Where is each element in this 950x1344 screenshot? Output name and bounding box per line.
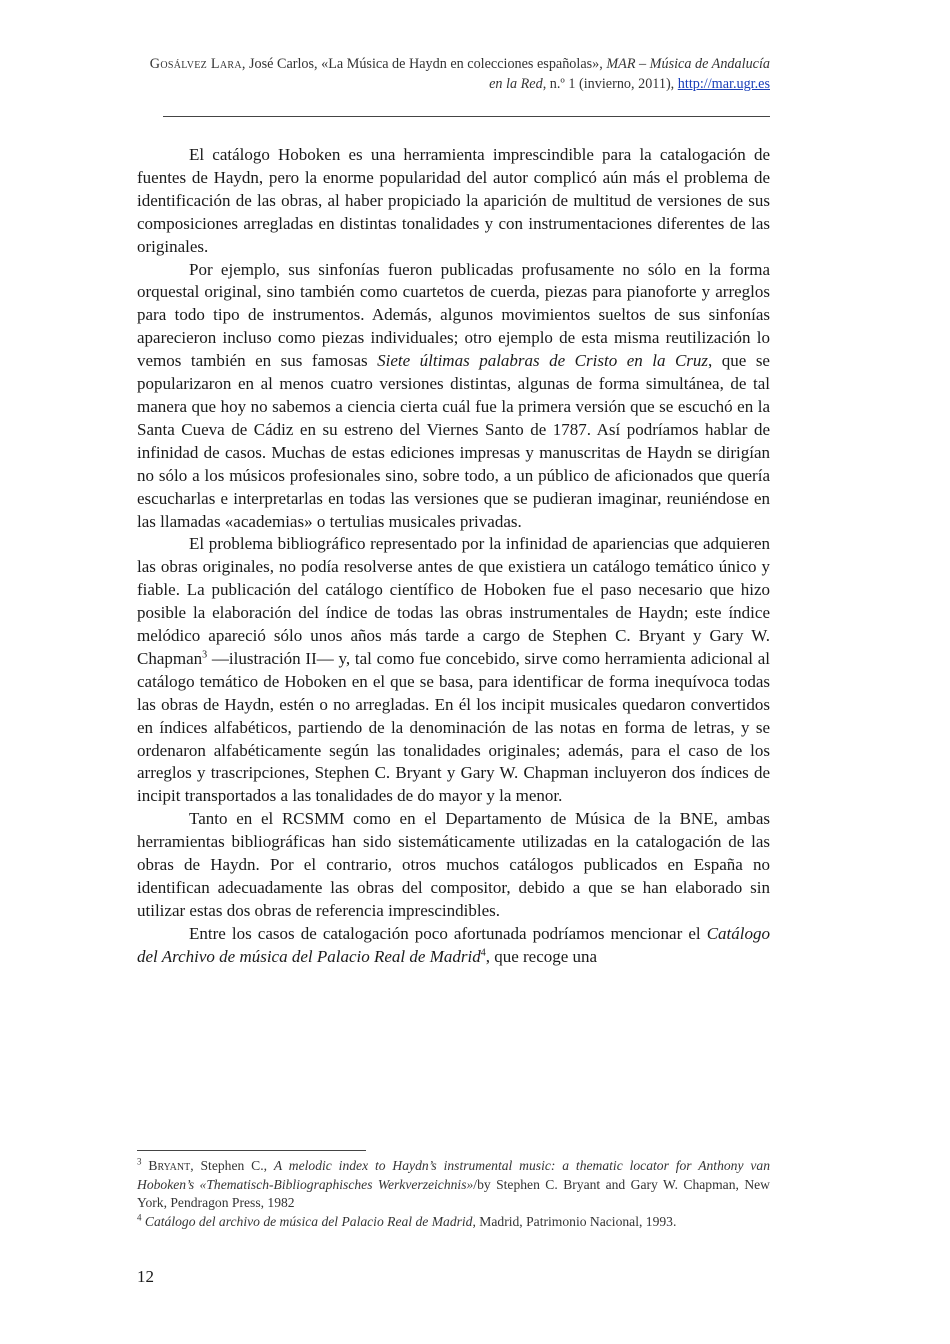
header-author-surname: Gosálvez Lara [149,56,242,72]
paragraph-2-text-a: Por ejemplo, sus sinfonías fueron publicadas profusamente no sólo en la forma orquestal original, sino también como cuartetos de cuerda, piezas para pianoforte y arreglos para todo tipo de instrumentos. Además, algunos movimientos sueltos de sus sinfonías aparecieron incluso como piezas individuales; otro ejemplo de esta misma reutilización lo vemos también en sus famosas [137,259,770,371]
footnote-4-rest: , Madrid, Patrimonio Nacional, 1993. [472,1213,677,1229]
paragraph-2 [137,259,770,534]
header-divider [163,116,770,117]
footnote-4-title: Catálogo del archivo de música del Palacio Real de Madrid [144,1213,473,1229]
paragraph-3-text-b: —ilustración II— y, tal como fue concebido, sirve como herramienta adicional al catálogo temático de Hoboken en el que se basa, para identificar de forma inequívoca todas las obras de Haydn, estén o no arregladas. En él los incipit musicales quedaron convertidos en índices alfabéticos, partiendo de la denominación de las notas en forma de letras, y se ordenaron alfabéticamente según las tonalidades originales; además, para el caso de los arreglos y trascripciones, Stephen C. Bryant y Gary W. Chapman incluyeron dos índices de incipit transportados a las tonalidades de do mayor y la menor. [137,648,770,806]
running-header [138,55,770,94]
header-url-link[interactable]: http://mar.ugr.es [677,75,770,92]
footnote-3-author-rest: , Stephen C., [190,1158,274,1173]
footnote-3-author: Bryant [148,1158,191,1173]
paragraph-3-text-a: El problema bibliográfico representado por la infinidad de apariencias que adquieren las obras originales, no podía resolverse antes de que existiera un catálogo temático único y fiable. La publicación del catálogo científico de Hoboken fue el paso necesario que hizo posible la elaboración del índice de todas las obras instrumentales de Haydn; este índice melódico apareció sólo unos años más tarde a cargo de Stephen C. Bryant y Gary W. Chapman [137,534,770,668]
header-issue: , n.º 1 (invierno, 2011), [542,75,678,92]
header-author-rest: , José Carlos, «La Música de Haydn en colecciones españolas», [241,56,607,72]
paragraph-5 [137,923,770,969]
footnote-ref-4[interactable]: 4 [480,947,486,959]
footnote-3-title: A melodic index to Haydn’s instrumental music: a thematic locator for Anthony van Hoboken’s «Thematisch-Bibliographisches Werkverzeichnis» [137,1158,770,1192]
footnote-3-rest: /by Stephen C. Bryant and Gary W. Chapman, New York, Pendragon Press, 1982 [137,1176,770,1211]
work-title-catalogo-palacio-real: Catálogo del Archivo de música del Palacio Real de Madrid [137,923,770,966]
paragraph-5-text-a: Entre los casos de catalogación poco afortunada podríamos mencionar el [189,923,707,943]
footnote-divider [137,1150,366,1151]
footnote-4-number: 4 [137,1212,142,1223]
header-journal-title: MAR – Música de Andalucía en la Red [489,56,770,92]
paragraph-1: El catálogo Hoboken es una herramienta imprescindible para la catalogación de fuentes de Haydn, pero la enorme popularidad del autor complicó aún más el problema de identificación de las obras, al haber propiciado la aparición de multitud de versiones de sus composiciones arregladas en distintas tonalidades y con instrumentaciones diferentes de las originales. [137,145,770,256]
footnote-3-number: 3 [137,1156,142,1167]
paragraph-5-text-b: , que recoge una [485,946,598,966]
footnote-ref-3[interactable]: 3 [202,649,208,661]
paragraph-2-text-b: , que se popularizaron en al menos cuatro versiones distintas, algunas de forma simultánea, de tal manera que hoy no sabemos a ciencia cierta cuál fue la primera versión que se escuchó en la Santa Cueva de Cádiz en su estreno del Viernes Santo de 1787. Así podríamos hablar de infinidad de casos. Muchas de estas ediciones impresas y manuscritas de Haydn se dirigían no sólo a los músicos profesionales sino, sobre todo, a un público de aficionados que quería escucharlas e interpretarlas en todas las versiones que se pudieran imaginar, reuniéndose en las llamadas «academias» o tertulias musicales privadas. [137,351,770,531]
page-number: 12 [137,1267,154,1286]
footnote-3 [137,1157,770,1213]
work-title-siete-palabras: Siete últimas palabras de Cristo en la Cruz [377,351,709,371]
body-text [137,144,770,969]
paragraph-4: Tanto en el RCSMM como en el Departamento de Música de la BNE, ambas herramientas bibliográficas han sido sistemáticamente utilizadas en la catalogación de las obras de Haydn. Por el contrario, otros muchos catálogos publicados en España no identifican adecuadamente las obras del compositor, debido a que se han elaborado sin utilizar estas dos obras de referencia imprescindibles. [137,809,770,920]
footnote-4 [137,1213,770,1232]
footnotes [137,1157,770,1231]
paragraph-3 [137,533,770,808]
